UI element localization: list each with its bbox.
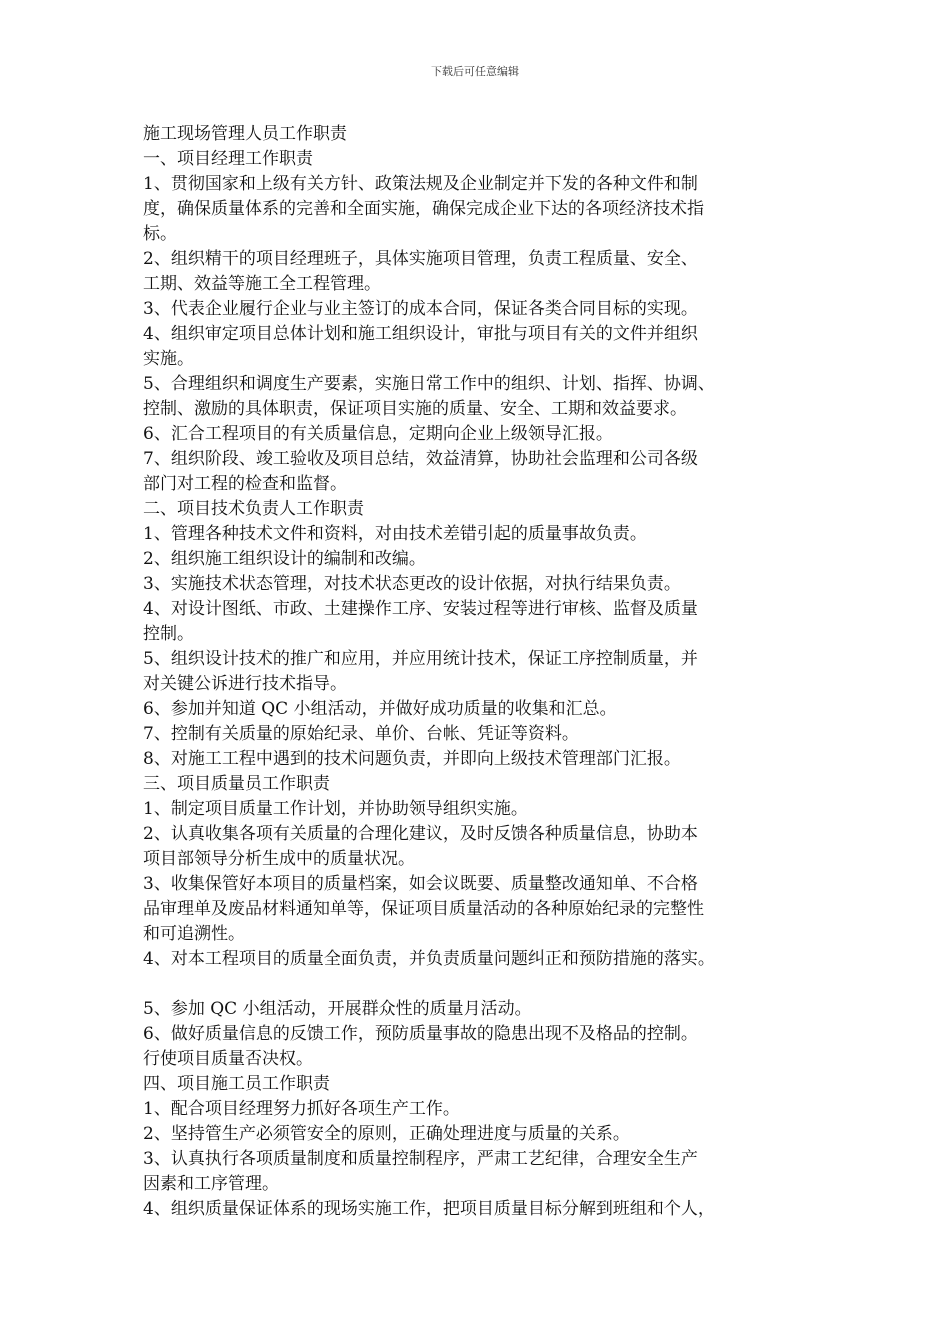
text-line: 1、管理各种技术文件和资料，对由技术差错引起的质量事故负责。 — [143, 524, 647, 544]
text-line: 6、做好质量信息的反馈工作，预防质量事故的隐患出现不及格品的控制。 — [143, 1024, 698, 1044]
text-line: 3、代表企业履行企业与业主签订的成本合同，保证各类合同目标的实现。 — [143, 299, 698, 319]
text-line: 6、汇合工程项目的有关质量信息，定期向企业上级领导汇报。 — [143, 424, 613, 444]
text-line: 2、组织精干的项目经理班子，具体实施项目管理，负责工程质量、安全、 — [143, 249, 698, 269]
section-heading: 三、项目质量员工作职责 — [143, 774, 330, 794]
text-line: 因素和工序管理。 — [143, 1174, 279, 1194]
text-line: 品审理单及废品材料通知单等，保证项目质量活动的各种原始纪录的完整性 — [143, 899, 704, 919]
text-line: 3、实施技术状态管理，对技术状态更改的设计依据，对执行结果负责。 — [143, 574, 681, 594]
text-line: 对关键公诉进行技术指导。 — [143, 674, 347, 694]
page-header-note: 下载后可任意编辑 — [431, 65, 519, 78]
text-line: 8、对施工工程中遇到的技术问题负责，并即向上级技术管理部门汇报。 — [143, 749, 681, 769]
text-line: 部门对工程的检查和监督。 — [143, 474, 347, 494]
document-title: 施工现场管理人员工作职责 — [143, 124, 347, 144]
text-line: 4、对设计图纸、市政、土建操作工序、安装过程等进行审核、监督及质量 — [143, 599, 698, 619]
text-line: 2、认真收集各项有关质量的合理化建议，及时反馈各种质量信息，协助本 — [143, 824, 698, 844]
text-line: 工期、效益等施工全工程管理。 — [143, 274, 381, 294]
text-line: 4、对本工程项目的质量全面负责，并负责质量问题纠正和预防措施的落实。 — [143, 949, 715, 969]
text-line: 度，确保质量体系的完善和全面实施，确保完成企业下达的各项经济技术指 — [143, 199, 704, 219]
text-line: 5、参加 QC 小组活动，开展群众性的质量月活动。 — [143, 999, 532, 1019]
section-heading: 四、项目施工员工作职责 — [143, 1074, 330, 1094]
text-line: 3、收集保管好本项目的质量档案，如会议既要、质量整改通知单、不合格 — [143, 874, 698, 894]
text-line: 7、控制有关质量的原始纪录、单价、台帐、凭证等资料。 — [143, 724, 579, 744]
text-line: 和可追溯性。 — [143, 924, 245, 944]
text-line: 5、组织设计技术的推广和应用，并应用统计技术，保证工序控制质量，并 — [143, 649, 698, 669]
text-line: 3、认真执行各项质量制度和质量控制程序，严肃工艺纪律，合理安全生产 — [143, 1149, 698, 1169]
text-line: 5、合理组织和调度生产要素，实施日常工作中的组织、计划、指挥、协调、 — [143, 374, 715, 394]
section-heading: 二、项目技术负责人工作职责 — [143, 499, 364, 519]
text-line: 实施。 — [143, 349, 194, 369]
text-line: 4、组织审定项目总体计划和施工组织设计，审批与项目有关的文件并组织 — [143, 324, 698, 344]
text-line: 项目部领导分析生成中的质量状况。 — [143, 849, 415, 869]
text-line: 标。 — [143, 224, 177, 244]
blank-line — [143, 972, 823, 997]
text-line: 1、制定项目质量工作计划，并协助领导组织实施。 — [143, 799, 528, 819]
section-heading: 一、项目经理工作职责 — [143, 149, 313, 169]
text-line: 6、参加并知道 QC 小组活动，并做好成功质量的收集和汇总。 — [143, 699, 617, 719]
text-line: 1、配合项目经理努力抓好各项生产工作。 — [143, 1099, 460, 1119]
document-body — [143, 122, 823, 1222]
text-line: 控制、激励的具体职责，保证项目实施的质量、安全、工期和效益要求。 — [143, 399, 687, 419]
text-line: 2、坚持管生产必须管安全的原则，正确处理进度与质量的关系。 — [143, 1124, 630, 1144]
text-line: 7、组织阶段、竣工验收及项目总结，效益清算，协助社会监理和公司各级 — [143, 449, 698, 469]
text-line: 行使项目质量否决权。 — [143, 1049, 313, 1069]
text-line: 1、贯彻国家和上级有关方针、政策法规及企业制定并下发的各种文件和制 — [143, 174, 698, 194]
text-line: 2、组织施工组织设计的编制和改编。 — [143, 549, 426, 569]
text-line: 4、组织质量保证体系的现场实施工作，把项目质量目标分解到班组和个人， — [143, 1199, 715, 1219]
text-line: 控制。 — [143, 624, 194, 644]
